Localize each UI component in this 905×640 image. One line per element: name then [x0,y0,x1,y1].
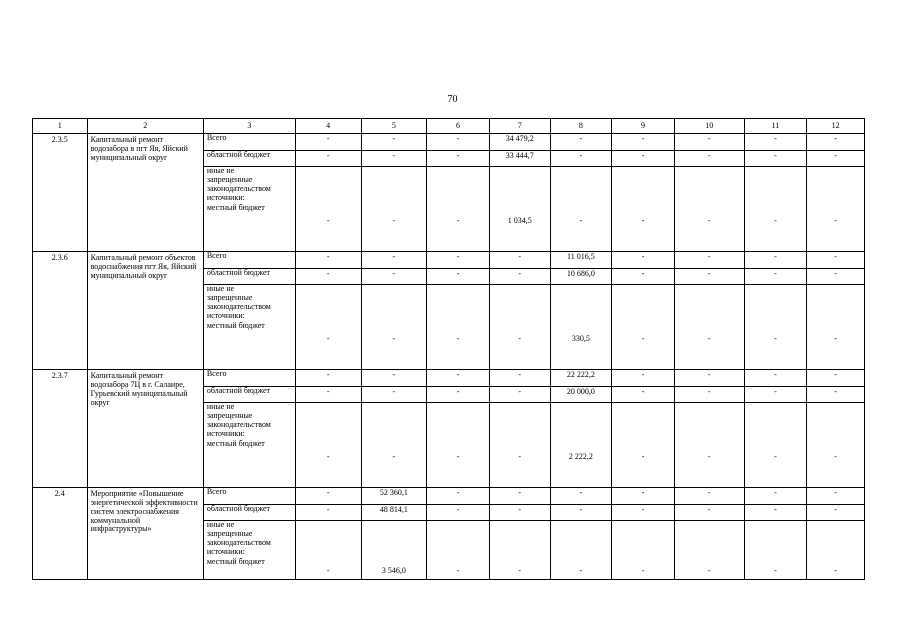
value-cell: - [295,151,361,167]
funding-source-local: местный бюджет [206,202,265,212]
funding-source-line: иные не [206,520,235,530]
value-cell: - [295,387,361,403]
value-cell: - [295,370,361,387]
value-cell: - [674,167,744,252]
measure-code: 2.3.6 [33,252,88,370]
value-cell: - [744,505,807,521]
funding-source-line: иные не [206,166,235,176]
funding-source: областной бюджет [203,269,295,285]
funding-source-line: запрещенные [206,293,253,303]
value-cell: - [427,134,490,151]
value-cell: - [807,167,865,252]
value-cell: - [612,403,675,488]
funding-source-line: законодательством [206,419,271,429]
value-cell: - [807,151,865,167]
value-cell: - [744,134,807,151]
funding-source-line: запрещенные [206,411,253,421]
value-cell: - [612,488,675,505]
funding-source-local: местный бюджет [206,556,265,566]
funding-source [203,285,295,370]
value-cell: - [361,403,427,488]
funding-source-line: иные не [206,284,235,294]
value-cell: - [427,505,490,521]
value-cell: - [427,521,490,580]
funding-source [203,521,295,580]
header-cell: 1 [33,119,88,134]
value-cell: - [427,370,490,387]
value-cell: - [674,151,744,167]
value-cell: - [744,488,807,505]
value-cell: - [427,252,490,269]
table-row [33,488,865,505]
value-cell: - [674,403,744,488]
value-cell: - [744,521,807,580]
value-cell: - [427,167,490,252]
value-cell: - [489,370,550,387]
value-cell: - [612,505,675,521]
value-cell: - [807,252,865,269]
value-cell: - [807,488,865,505]
value-cell: - [489,521,550,580]
funding-source-line: запрещенные [206,175,253,185]
value-cell: 10 686,0 [550,269,612,285]
value-cell: 52 360,1 [361,488,427,505]
value-cell: - [674,269,744,285]
measure-name: Капитальный ремонт водозабора в пгт Яя, Яйский муниципальный округ [87,134,203,252]
value-cell: - [612,521,675,580]
value-cell: - [489,505,550,521]
funding-source: Всего [203,252,295,269]
budget-table [32,118,865,580]
funding-source [203,167,295,252]
value-cell: - [612,285,675,370]
value-cell: - [744,387,807,403]
table-row [33,252,865,269]
funding-source: Всего [203,370,295,387]
value-cell: - [612,370,675,387]
measure-name: Капитальный ремонт водозабора 7Ц в г. Салаире, Гурьевский муниципальный округ [87,370,203,488]
value-cell: - [427,151,490,167]
value-cell: - [674,387,744,403]
funding-source: Всего [203,134,295,151]
header-cell: 4 [295,119,361,134]
funding-source-line: источники: [206,428,245,438]
value-cell: - [295,269,361,285]
value-cell: - [427,403,490,488]
header-cell: 5 [361,119,427,134]
value-cell: - [427,269,490,285]
value-cell: - [550,488,612,505]
value-cell: - [674,488,744,505]
value-cell: - [489,488,550,505]
value-cell: - [807,521,865,580]
value-cell: 33 444,7 [489,151,550,167]
funding-source: областной бюджет [203,387,295,403]
value-cell: - [361,252,427,269]
value-cell: - [807,269,865,285]
header-cell: 6 [427,119,490,134]
value-cell: - [550,521,612,580]
value-cell: - [427,387,490,403]
measure-code: 2.3.5 [33,134,88,252]
value-cell: - [295,285,361,370]
funding-source-line: законодательством [206,183,271,193]
value-cell: - [295,505,361,521]
header-cell: 12 [807,119,865,134]
funding-source: областной бюджет [203,505,295,521]
header-row [33,119,865,134]
value-cell: - [295,252,361,269]
measure-name: Капитальный ремонт объектов водоснабжения пгт Яя, Яйский муниципальный округ [87,252,203,370]
header-cell: 2 [87,119,203,134]
funding-source-line: источники: [206,546,245,556]
value-cell: - [550,167,612,252]
value-cell: - [295,521,361,580]
funding-source [203,403,295,488]
page-number: 70 [447,94,458,105]
value-cell: - [744,285,807,370]
value-cell: 48 814,1 [361,505,427,521]
funding-source-line: запрещенные [206,529,253,539]
value-cell: - [744,370,807,387]
value-cell: - [295,403,361,488]
value-cell: - [807,403,865,488]
value-cell: - [744,269,807,285]
value-cell: - [674,505,744,521]
measure-code: 2.4 [33,488,88,580]
value-cell: - [744,151,807,167]
value-cell: - [361,167,427,252]
value-cell: - [807,370,865,387]
value-cell: 3 546,0 [361,521,427,580]
header-cell: 11 [744,119,807,134]
value-cell: - [674,134,744,151]
value-cell: 1 034,5 [489,167,550,252]
header-cell: 8 [550,119,612,134]
header-cell: 7 [489,119,550,134]
header-cell: 3 [203,119,295,134]
value-cell: - [295,167,361,252]
value-cell: - [612,134,675,151]
value-cell: - [612,151,675,167]
value-cell: 22 222,2 [550,370,612,387]
value-cell: 20 000,0 [550,387,612,403]
measure-code: 2.3.7 [33,370,88,488]
value-cell: - [489,252,550,269]
funding-source-local: местный бюджет [206,320,265,330]
funding-source-line: источники: [206,192,245,202]
value-cell: 11 016,5 [550,252,612,269]
funding-source-line: законодательством [206,301,271,311]
table-row [33,370,865,387]
funding-source-line: источники: [206,310,245,320]
value-cell: - [612,269,675,285]
value-cell: - [361,370,427,387]
value-cell: - [674,252,744,269]
value-cell: - [744,252,807,269]
funding-source-line: иные не [206,402,235,412]
value-cell: - [612,167,675,252]
value-cell: - [427,285,490,370]
table-row [33,134,865,151]
value-cell: - [807,505,865,521]
funding-source-line: законодательством [206,537,271,547]
value-cell: 2 222,2 [550,403,612,488]
value-cell: - [361,387,427,403]
value-cell: - [361,151,427,167]
value-cell: - [550,151,612,167]
value-cell: - [489,403,550,488]
value-cell: - [489,285,550,370]
value-cell: - [612,252,675,269]
value-cell: - [295,134,361,151]
funding-source: областной бюджет [203,151,295,167]
value-cell: - [489,387,550,403]
header-cell: 9 [612,119,675,134]
value-cell: - [550,134,612,151]
value-cell: - [550,505,612,521]
value-cell: - [744,403,807,488]
value-cell: - [744,167,807,252]
value-cell: - [612,387,675,403]
value-cell: 330,5 [550,285,612,370]
value-cell: 34 479,2 [489,134,550,151]
value-cell: - [489,269,550,285]
value-cell: - [295,488,361,505]
value-cell: - [361,134,427,151]
value-cell: - [674,521,744,580]
measure-name: Мероприятие «Повышение энергетической эффективности систем электроснабжения коммунальной инфраструктуры» [87,488,203,580]
funding-source-local: местный бюджет [206,438,265,448]
header-cell: 10 [674,119,744,134]
value-cell: - [361,285,427,370]
value-cell: - [674,370,744,387]
value-cell: - [807,134,865,151]
value-cell: - [674,285,744,370]
value-cell: - [807,285,865,370]
funding-source: Всего [203,488,295,505]
value-cell: - [361,269,427,285]
value-cell: - [427,488,490,505]
value-cell: - [807,387,865,403]
